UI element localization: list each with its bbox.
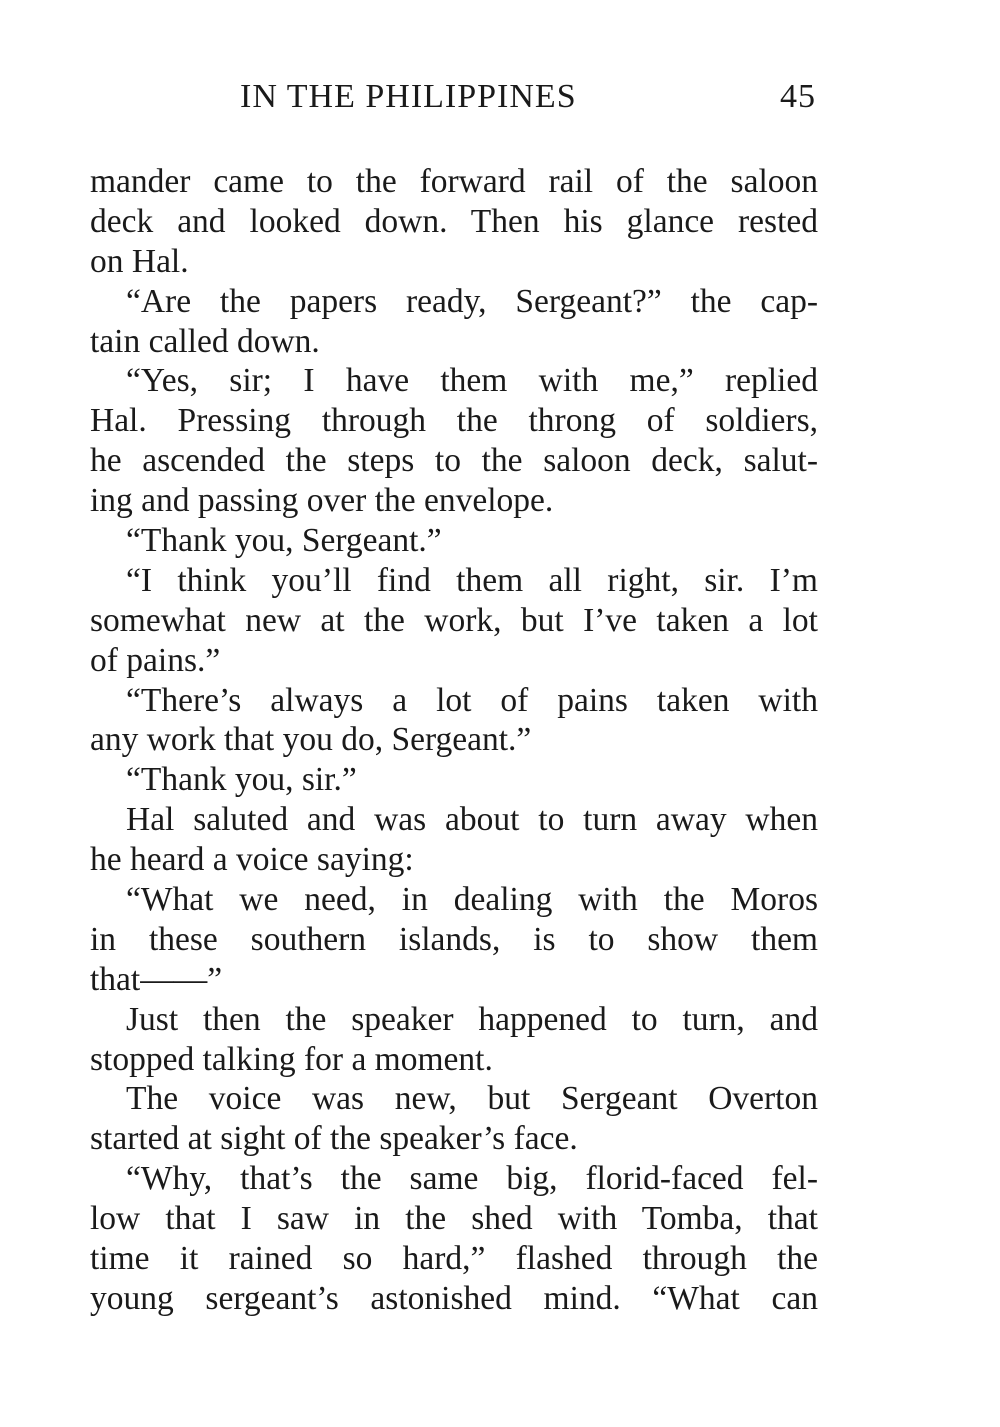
text-line: mander came to the forward rail of the saloon	[90, 163, 818, 200]
text-line: somewhat new at the work, but I’ve taken a lot	[90, 601, 818, 639]
text-line: started at sight of the speaker’s face.	[90, 1120, 578, 1158]
page-number: 45	[780, 78, 816, 115]
text-line: on Hal.	[90, 242, 189, 280]
text-line: “Are the papers ready, Sergeant?” the cap-	[126, 282, 818, 320]
text-line: “Thank you, Sergeant.”	[126, 522, 442, 560]
text-line: of pains.”	[90, 641, 221, 679]
text-line: time it rained so hard,” flashed through the	[90, 1240, 818, 1278]
text-line: “Thank you, sir.”	[126, 761, 357, 799]
text-line: young sergeant’s astonished mind. “What can	[90, 1279, 818, 1317]
text-line: he ascended the steps to the saloon deck, salut-	[90, 442, 818, 480]
body-text	[90, 162, 818, 1319]
text-line: low that I saw in the shed with Tomba, that	[90, 1200, 818, 1238]
text-line: ing and passing over the envelope.	[90, 482, 554, 520]
text-line: that——”	[90, 960, 223, 998]
text-line: any work that you do, Sergeant.”	[90, 721, 532, 759]
running-head	[90, 78, 820, 118]
running-title: IN THE PHILIPPINES	[240, 78, 577, 115]
text-line: “There’s always a lot of pains taken with	[126, 681, 818, 719]
text-line: tain called down.	[90, 322, 320, 360]
text-line: The voice was new, but Sergeant Overton	[126, 1080, 818, 1118]
text-line: Hal saluted and was about to turn away when	[126, 801, 818, 839]
text-line: “What we need, in dealing with the Moros	[126, 881, 818, 919]
text-line: Hal. Pressing through the throng of soldiers,	[90, 402, 818, 440]
text-line: deck and looked down. Then his glance rested	[90, 202, 818, 240]
text-line: he heard a voice saying:	[90, 841, 414, 879]
text-line: “I think you’ll find them all right, sir. I’m	[126, 561, 818, 599]
text-line: Just then the speaker happened to turn, and	[126, 1000, 818, 1038]
text-line: “Why, that’s the same big, florid-faced fel-	[126, 1160, 818, 1198]
text-line: in these southern islands, is to show them	[90, 920, 818, 958]
text-line: stopped talking for a moment.	[90, 1040, 493, 1078]
text-line: “Yes, sir; I have them with me,” replied	[126, 362, 818, 400]
